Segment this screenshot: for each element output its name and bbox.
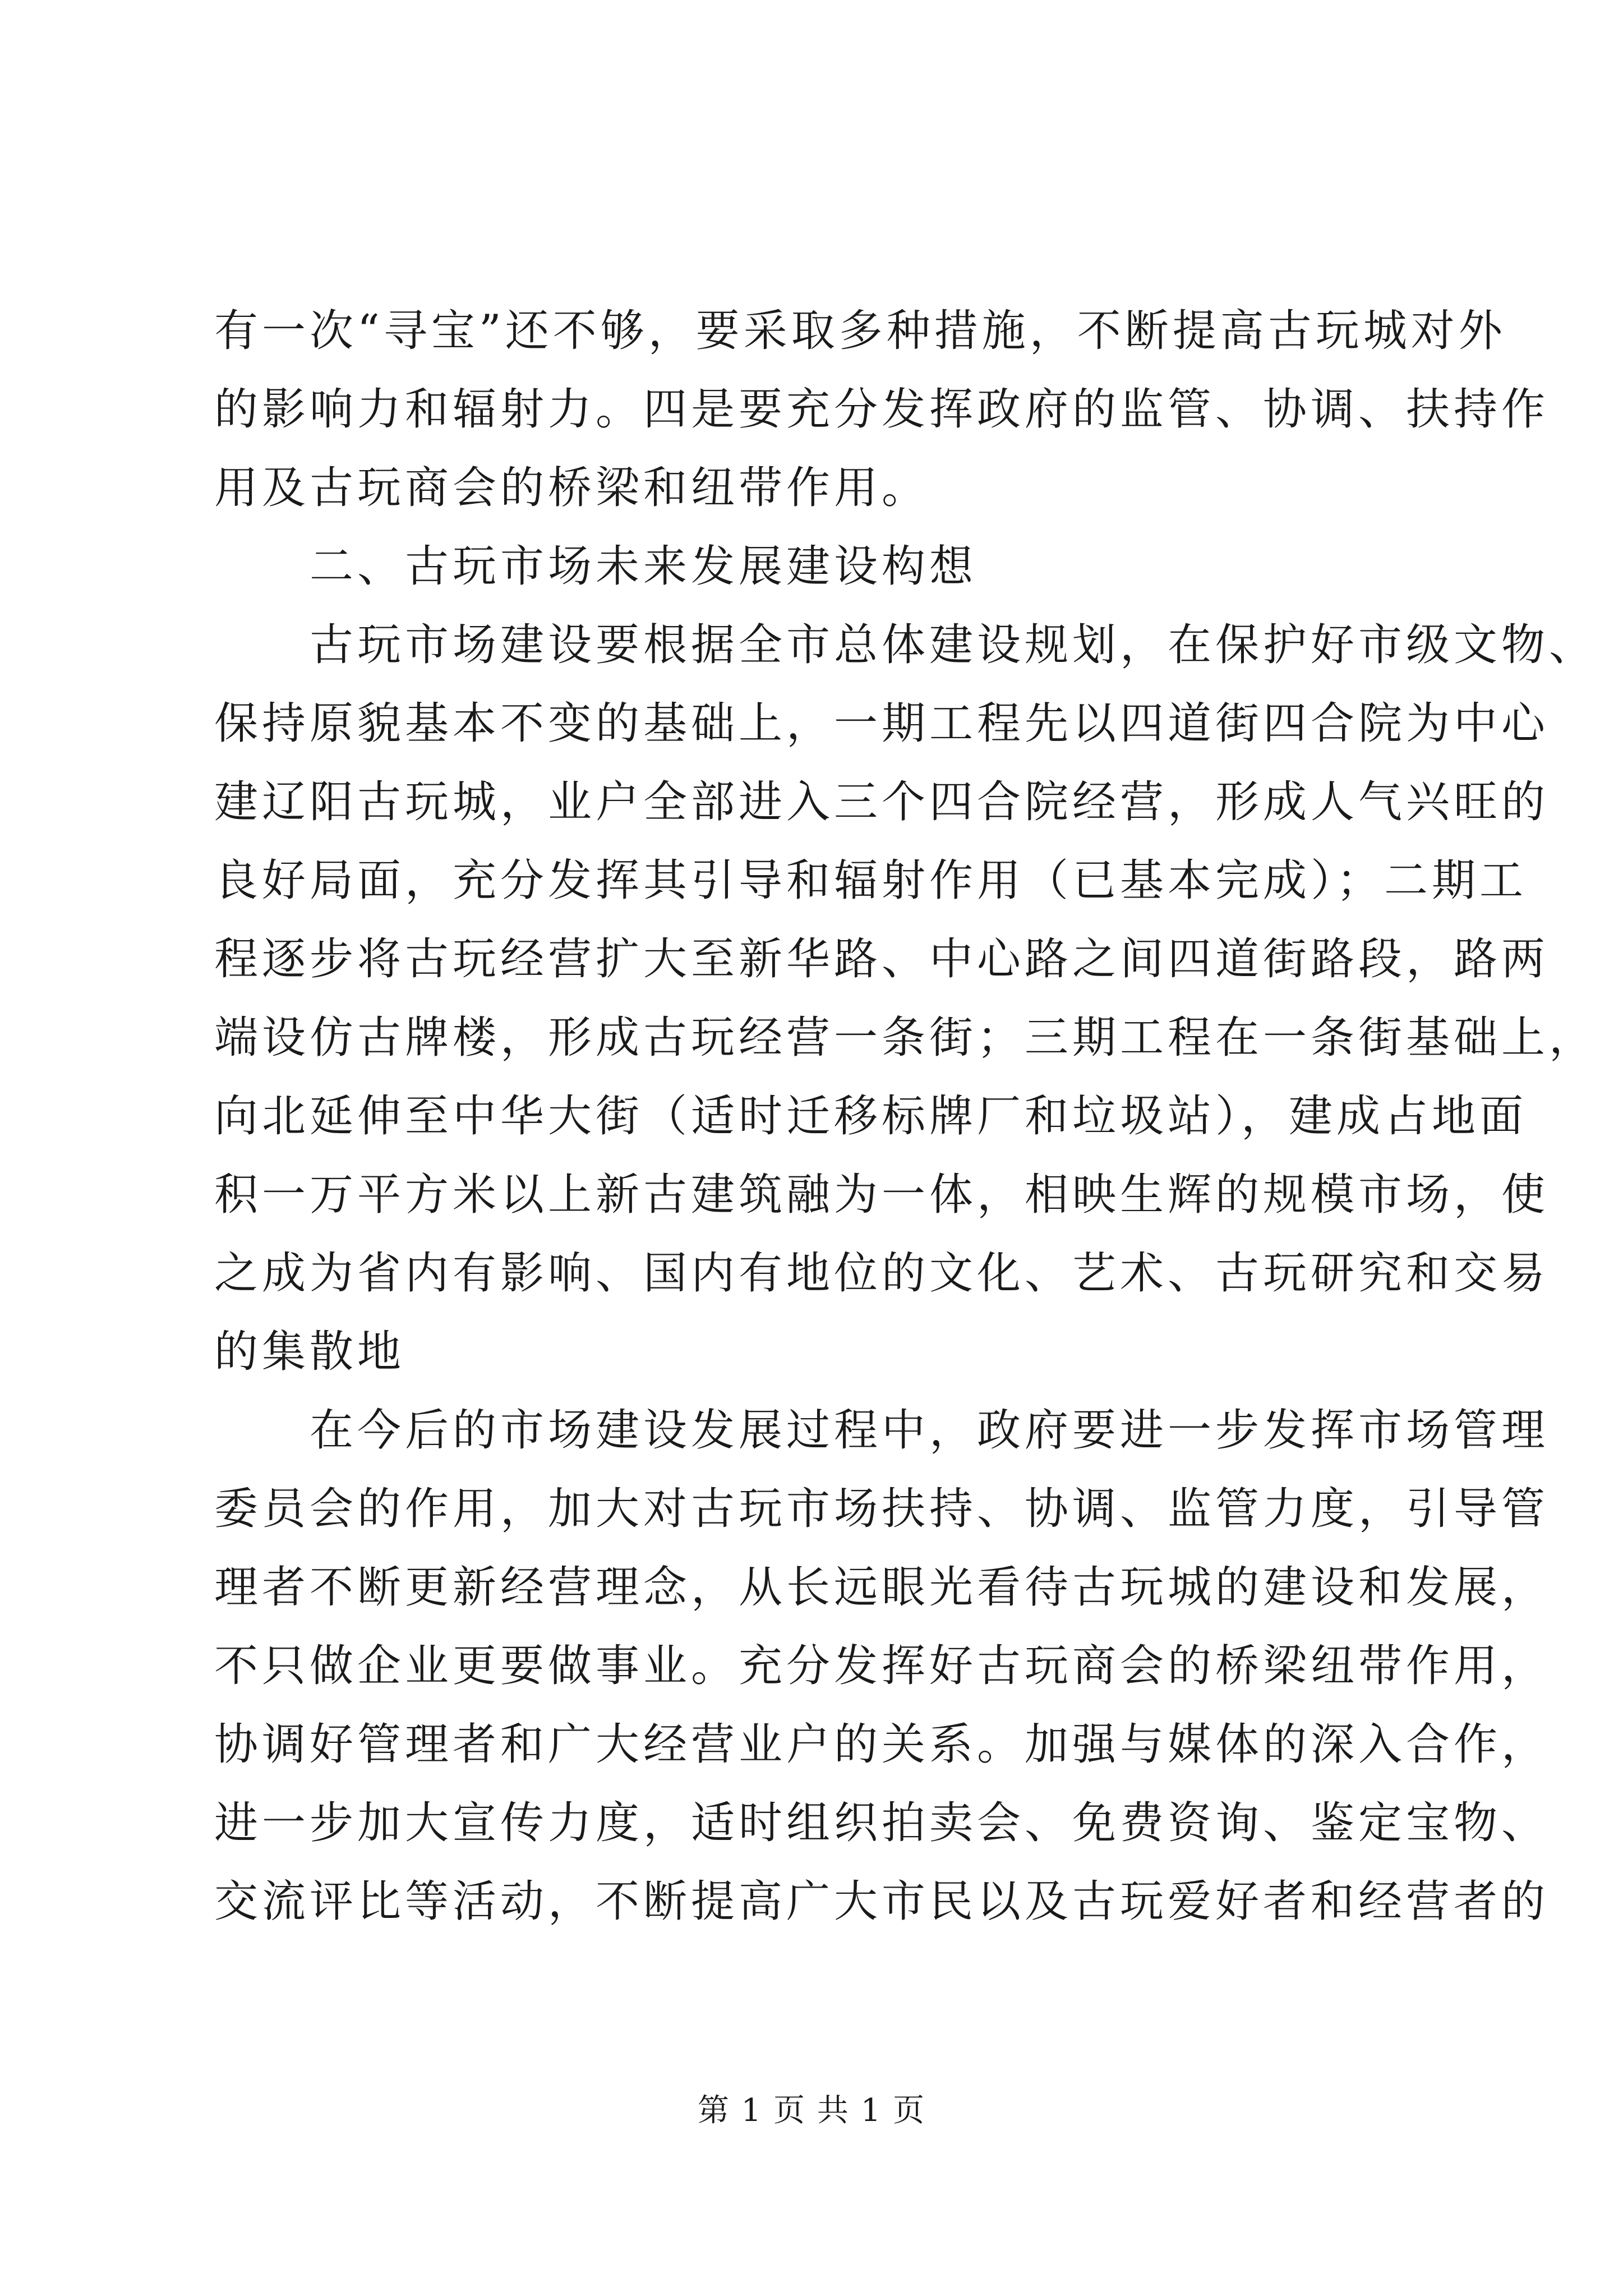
body-line: 委员会的作用，加大对古玩市场扶持、协调、监管力度，引导管: [214, 1484, 1550, 1534]
body-line: 理者不断更新经营理念，从长远眼光看待古玩城的建设和发展，: [214, 1562, 1550, 1613]
body-line: 程逐步将古玩经营扩大至新华路、中心路之间四道街路段，路两: [214, 934, 1550, 984]
section-heading: 二、古玩市场未来发展建设构想: [310, 541, 978, 592]
body-line: 的集散地: [214, 1327, 405, 1377]
body-line: 用及古玩商会的桥梁和纽带作用。: [214, 463, 930, 513]
page-number-footer: 第 1 页 共 1 页: [697, 2092, 926, 2129]
body-line: 不只做企业更要做事业。充分发挥好古玩商会的桥梁纽带作用，: [214, 1641, 1550, 1691]
body-line: 积一万平方米以上新古建筑融为一体，相映生辉的规模市场，使: [214, 1170, 1550, 1220]
body-line: 进一步加大宣传力度，适时组织拍卖会、免费资询、鉴定宝物、: [214, 1798, 1550, 1848]
body-line: 之成为省内有影响、国内有地位的文化、艺术、古玩研究和交易: [214, 1248, 1550, 1299]
body-line: 端设仿古牌楼，形成古玩经营一条街；三期工程在一条街基础上，: [214, 1013, 1597, 1063]
body-line: 良好局面，充分发挥其引导和辐射作用（已基本完成）；二期工: [214, 855, 1528, 906]
document-body: [214, 292, 1597, 1941]
body-line: 协调好管理者和广大经营业户的关系。加强与媒体的深入合作，: [214, 1719, 1550, 1770]
body-line: 在今后的市场建设发展过程中，政府要进一步发挥市场管理: [310, 1405, 1550, 1456]
body-line: 建辽阳古玩城，业户全部进入三个四合院经营，形成人气兴旺的: [214, 777, 1550, 827]
body-line: 的影响力和辐射力。四是要充分发挥政府的监管、协调、扶持作: [214, 384, 1550, 435]
body-line: 向北延伸至中华大街（适时迁移标牌厂和垃圾站），建成占地面: [214, 1091, 1528, 1142]
body-line: 保持原貌基本不变的基础上，一期工程先以四道街四合院为中心: [214, 698, 1550, 749]
body-line: 有一次“寻宝”还不够，要采取多种措施，不断提高古玩城对外: [214, 306, 1506, 356]
body-line: 古玩市场建设要根据全市总体建设规划，在保护好市级文物、: [310, 620, 1597, 670]
body-line: 交流评比等活动，不断提高广大市民以及古玩爱好者和经营者的: [214, 1876, 1550, 1927]
